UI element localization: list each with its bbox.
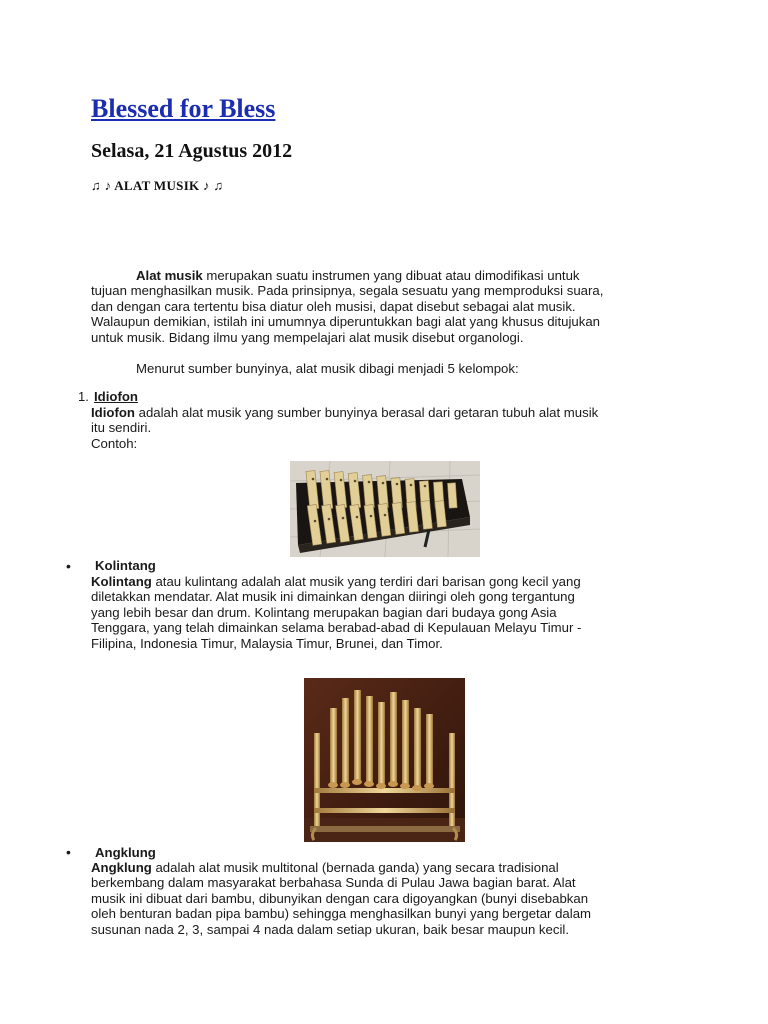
kolintang-line-3: yang lebih besar dan drum. Kolintang merupakan bagian dari budaya gong Asia bbox=[91, 604, 557, 620]
intro-line-3: dan dengan cara tertentu bisa diatur oleh musisi, dapat disebut sebagai alat musik. bbox=[91, 298, 576, 314]
list-number: 1. bbox=[78, 389, 89, 404]
kolintang-line-2: diletakkan mendatar. Alat musik ini dimainkan dengan diiringi oleh gong tergantung bbox=[91, 589, 575, 605]
angklung-line-2: berkembang dalam masyarakat berbahasa Sunda di Pulau Jawa bagian barat. Alat bbox=[91, 875, 576, 891]
angklung-line-1: adalah alat musik multitonal (bernada ganda) yang secara tradisional bbox=[151, 860, 559, 875]
kolintang-paragraph bbox=[91, 574, 711, 651]
classification-text: Menurut sumber bunyinya, alat musik dibagi menjadi 5 kelompok: bbox=[136, 361, 519, 376]
section-heading-idiofon: Idiofon bbox=[94, 389, 138, 404]
angklung-term: Angklung bbox=[91, 860, 152, 875]
post-title: ♫ ♪ ALAT MUSIK ♪ ♫ bbox=[91, 178, 224, 193]
post-date: Selasa, 21 Agustus 2012 bbox=[91, 140, 293, 162]
intro-line-4: Walaupun demikian, istilah ini umumnya diperuntukkan bagi alat yang khusus ditujukan bbox=[91, 314, 600, 330]
section-heading-kolintang: Kolintang bbox=[95, 558, 156, 573]
intro-paragraph bbox=[91, 268, 691, 345]
kolintang-line-1: atau kulintang adalah alat musik yang terdiri dari barisan gong kecil yang bbox=[151, 574, 581, 589]
idiofon-paragraph bbox=[91, 405, 711, 451]
kolintang-line-4: Tenggara, yang telah dimainkan selama berabad-abad di Kepulauan Melayu Timur - bbox=[91, 620, 582, 636]
angklung-line-4: oleh benturan badan pipa bambu) sehingga menghasilkan bunyi yang bergetar dalam bbox=[91, 906, 592, 922]
kolintang-line-5: Filipina, Indonesia Timur, Malaysia Timur, Brunei, dan Timor. bbox=[91, 635, 443, 651]
angklung-paragraph bbox=[91, 860, 711, 937]
idiofon-term: Idiofon bbox=[91, 405, 135, 420]
section-heading-angklung: Angklung bbox=[95, 845, 156, 860]
intro-line-5: untuk musik. Bidang ilmu yang mempelajari alat musik disebut organologi. bbox=[91, 329, 524, 345]
angklung-line-5: susunan nada 2, 3, sampai 4 nada dalam setiap ukuran, baik besar maupun kecil. bbox=[91, 921, 569, 937]
bullet: • bbox=[66, 558, 71, 574]
idiofon-line-1: adalah alat musik yang sumber bunyinya berasal dari getaran tubuh alat musik bbox=[134, 405, 599, 420]
blog-title-link[interactable]: Blessed for Bless bbox=[91, 94, 276, 123]
idiofon-line-2: itu sendiri. bbox=[91, 420, 152, 436]
intro-term: Alat musik bbox=[136, 268, 203, 283]
idiofon-example-label: Contoh: bbox=[91, 435, 138, 451]
bullet: • bbox=[66, 844, 71, 860]
kolintang-term: Kolintang bbox=[91, 574, 152, 589]
angklung-photo bbox=[304, 678, 465, 842]
intro-line-1: merupakan suatu instrumen yang dibuat atau dimodifikasi untuk bbox=[202, 268, 580, 283]
angklung-line-3: musik ini dibuat dari bambu, dibunyikan dengan cara digoyangkan (bunyi disebabkan bbox=[91, 890, 589, 906]
kolintang-photo bbox=[290, 461, 480, 557]
intro-line-2: tujuan menghasilkan musik. Pada prinsipnya, segala sesuatu yang memproduksi suara, bbox=[91, 283, 604, 299]
